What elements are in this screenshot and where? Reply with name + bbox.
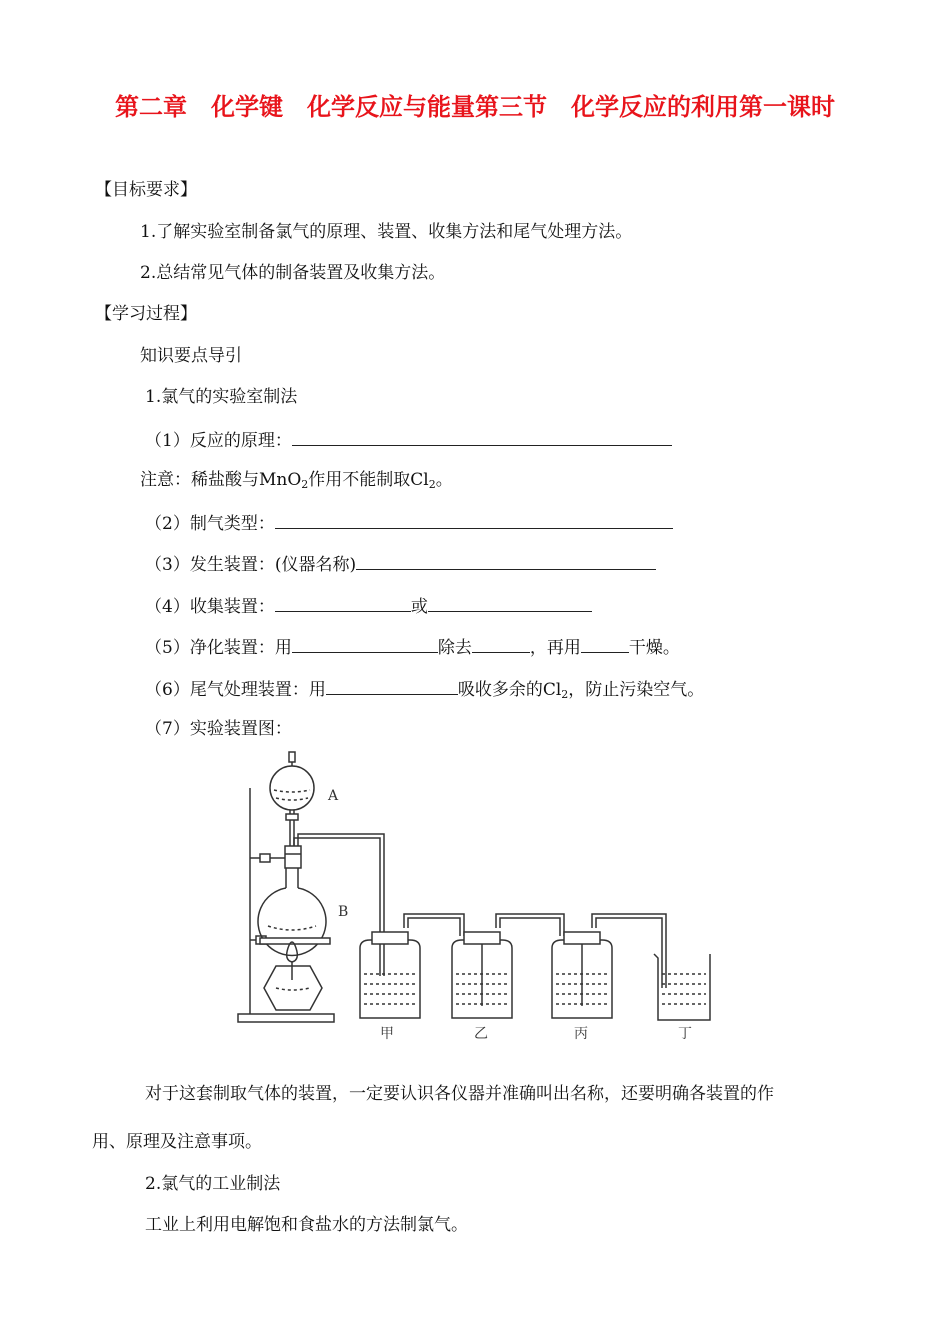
question-5-text-b: 除去 [437, 638, 472, 658]
question-1-label: （1）反应的原理： [145, 431, 292, 451]
separatory-funnel [270, 752, 314, 858]
note-text-b: 作用不能制取Cl [308, 470, 429, 490]
question-5 [145, 634, 680, 660]
answer-blank [275, 593, 411, 612]
question-6-subscript: 2 [561, 688, 569, 701]
answer-blank [472, 634, 530, 653]
paragraph-1-line-2: 用、原理及注意事项。 [92, 1132, 262, 1152]
question-1 [145, 427, 672, 453]
question-3 [145, 551, 656, 577]
item-1-heading: 1.氯气的实验室制法 [145, 387, 298, 407]
note-subscript-1: 2 [301, 478, 309, 491]
goal-1: 1.了解实验室制备氯气的原理、装置、收集方法和尾气处理方法。 [140, 222, 633, 242]
goals-header: 【目标要求】 [95, 180, 197, 200]
note-text-a: 注意：稀盐酸与MnO [140, 470, 302, 490]
answer-blank [275, 510, 673, 529]
bottle-label-yi: 乙 [474, 1026, 488, 1042]
answer-blank [292, 634, 438, 653]
note-text-c: 。 [435, 470, 453, 490]
question-6-text-a: （6）尾气处理装置：用 [145, 680, 326, 700]
answer-blank [356, 551, 656, 570]
goal-2: 2.总结常见气体的制备装置及收集方法。 [140, 263, 446, 283]
answer-blank [292, 427, 672, 446]
beaker-label-ding: 丁 [678, 1026, 692, 1042]
paragraph-1-line-1: 对于这套制取气体的装置，一定要认识各仪器并准确叫出名称，还要明确各装置的作 [145, 1084, 774, 1104]
question-6 [145, 676, 704, 702]
question-5-text-c: ，再用 [529, 638, 581, 658]
question-5-text-a: （5）净化装置：用 [145, 638, 292, 658]
question-3-label: （3）发生装置：(仪器名称) [145, 555, 357, 575]
label-b: B [338, 904, 349, 920]
question-7-label: （7）实验装置图： [145, 719, 292, 739]
question-4 [145, 593, 592, 619]
bottle-label-jia: 甲 [380, 1026, 394, 1042]
question-5-text-d: 干燥。 [628, 638, 680, 658]
question-6-text-c: ，防止污染空气。 [568, 680, 705, 700]
item-2-heading: 2.氯气的工业制法 [145, 1174, 281, 1194]
wash-bottles [360, 932, 612, 1018]
bottle-label-bing: 丙 [574, 1026, 588, 1042]
gas-tubing [294, 834, 666, 988]
answer-blank [326, 676, 458, 695]
answer-blank [428, 593, 592, 612]
process-header: 【学习过程】 [95, 304, 197, 324]
paragraph-2: 工业上利用电解饱和食盐水的方法制氯气。 [145, 1215, 468, 1235]
apparatus-diagram [230, 748, 730, 1048]
question-2-label: （2）制气类型： [145, 514, 275, 534]
question-4-label: （4）收集装置： [145, 597, 275, 617]
note-line [140, 468, 453, 492]
label-a: A [328, 788, 339, 804]
guide-heading: 知识要点导引 [140, 346, 242, 366]
note-subscript-2: 2 [428, 478, 436, 491]
question-4-or: 或 [410, 597, 428, 617]
question-6-text-b: 吸收多余的Cl [457, 680, 562, 700]
answer-blank [581, 634, 629, 653]
question-2 [145, 510, 673, 536]
page-title: 第二章 化学键 化学反应与能量第三节 化学反应的利用第一课时 [115, 93, 835, 121]
alcohol-lamp [260, 938, 330, 1010]
